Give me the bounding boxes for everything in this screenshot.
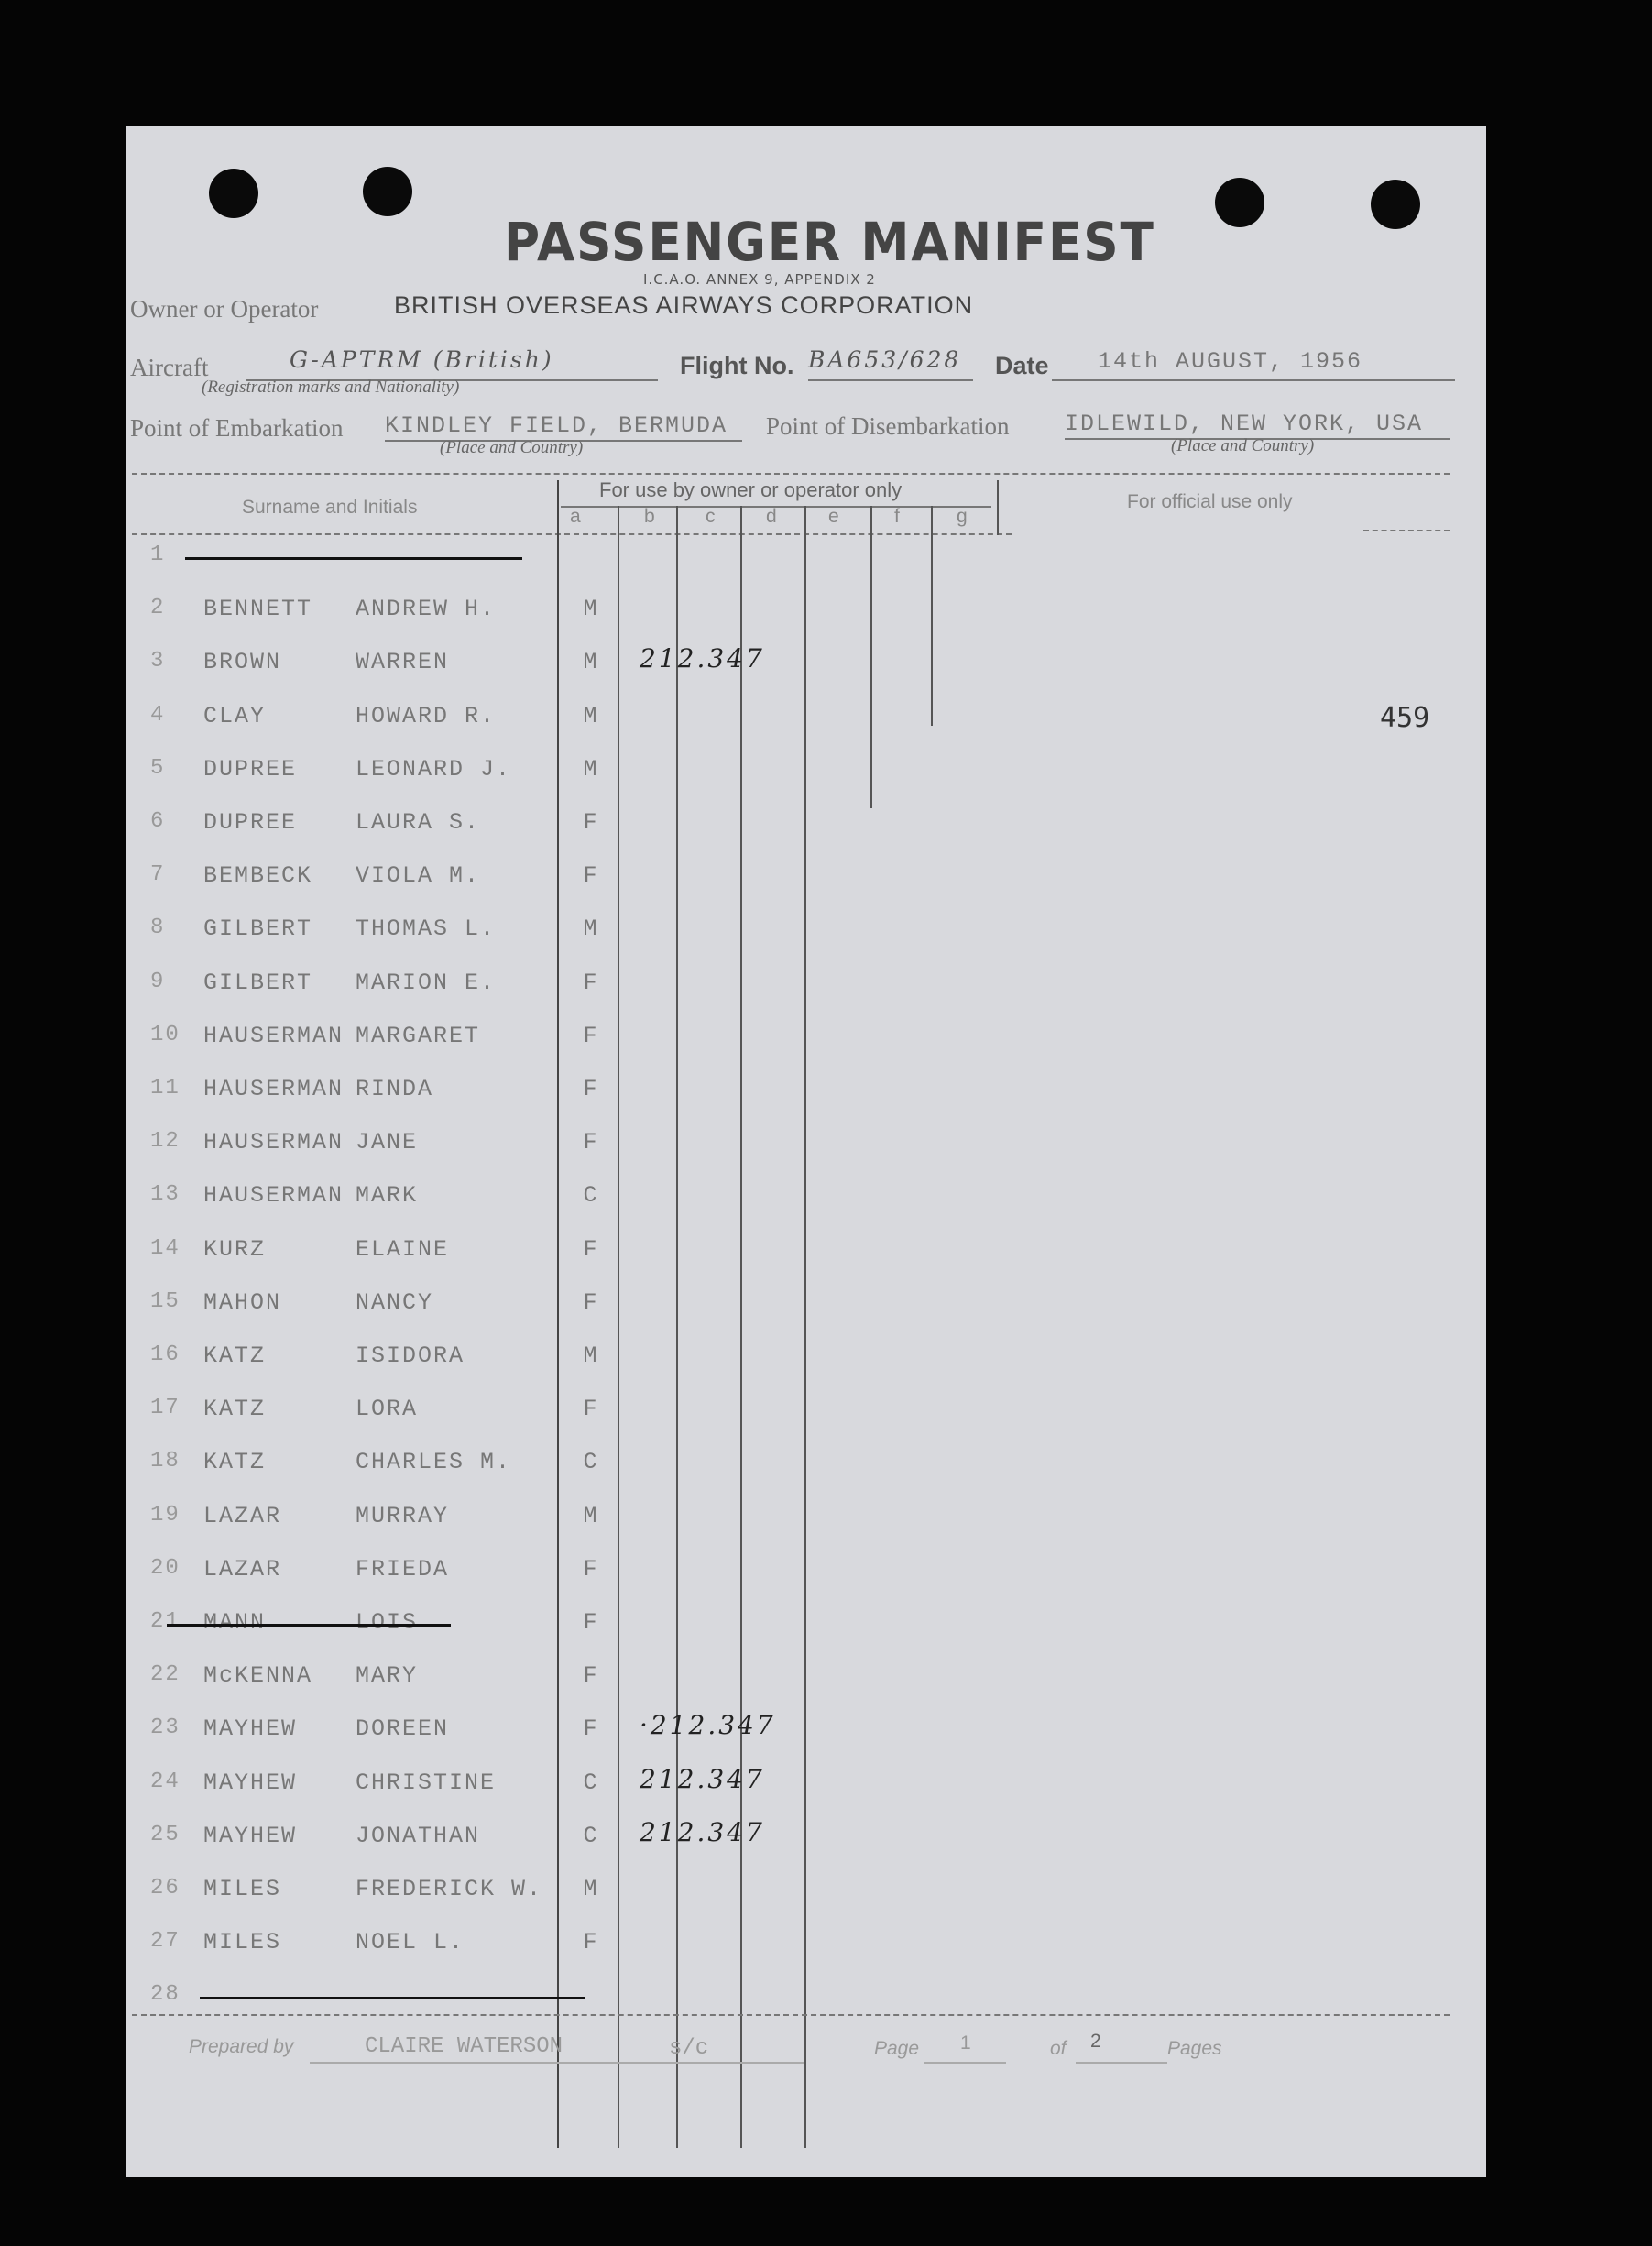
passenger-given-names: MURRAY [356, 1502, 450, 1529]
row-number: 1 [150, 542, 166, 567]
flight-underline [808, 379, 973, 381]
row-number: 10 [150, 1022, 181, 1047]
col-f-header: f [894, 506, 900, 527]
official-header: For official use only [1127, 491, 1293, 512]
passenger-category: F [583, 809, 599, 836]
owner-label: Owner or Operator [130, 295, 319, 323]
passenger-category: M [583, 702, 599, 729]
passenger-given-names: LORA [356, 1396, 419, 1423]
embarkation-label: Point of Embarkation [130, 414, 344, 442]
table-row [126, 970, 1486, 1023]
passenger-category: M [583, 915, 599, 943]
passenger-surname: GILBERT [203, 969, 313, 996]
table-row [126, 1662, 1486, 1715]
passenger-given-names: LEONARD J. [356, 755, 512, 783]
passenger-surname: MAYHEW [203, 1715, 298, 1743]
passenger-category: F [583, 1609, 599, 1636]
table-row [126, 1289, 1486, 1342]
pages-label: Pages [1167, 2038, 1222, 2059]
manifest-sheet [126, 126, 1486, 2177]
passenger-given-names: ISIDORA [356, 1342, 465, 1369]
punch-hole [209, 169, 258, 218]
passenger-surname: HAUSERMAN [203, 1129, 345, 1156]
passenger-given-names: FRIEDA [356, 1555, 450, 1583]
embarkation-caption: (Place and Country) [440, 438, 584, 457]
strike-through-line [167, 1624, 451, 1627]
aircraft-caption: (Registration marks and Nationality) [202, 378, 460, 397]
passenger-category: F [583, 1929, 599, 1956]
table-row [126, 1503, 1486, 1556]
col-divider [997, 480, 999, 535]
of-underline [1076, 2062, 1167, 2064]
handwritten-note: 212.347 [640, 1816, 765, 1847]
row-number: 7 [150, 862, 166, 888]
disembarkation-label: Point of Disembarkation [766, 412, 1010, 440]
of-label: of [1050, 2038, 1067, 2059]
col-e-header: e [828, 506, 839, 527]
row-number: 9 [150, 969, 166, 994]
passenger-category: M [583, 1876, 599, 1902]
passenger-category: M [583, 1502, 599, 1529]
passenger-given-names: WARREN [356, 649, 450, 676]
col-b-header: b [644, 506, 655, 527]
punch-hole [1215, 178, 1264, 227]
table-row [126, 596, 1486, 649]
passenger-surname: KURZ [203, 1235, 267, 1263]
passenger-surname: HAUSERMAN [203, 1076, 345, 1102]
table-row [126, 1023, 1486, 1076]
page-title: PASSENGER MANIFEST [504, 211, 1155, 273]
passenger-category: F [583, 1022, 599, 1049]
row-number: 8 [150, 915, 166, 941]
table-row [126, 1929, 1486, 1982]
handwritten-note: 212.347 [640, 643, 765, 674]
passenger-surname: BEMBECK [203, 862, 313, 890]
table-row [126, 1449, 1486, 1502]
passenger-given-names: MARGARET [356, 1022, 481, 1049]
surname-header: Surname and Initials [242, 497, 418, 518]
col-g-header: g [957, 506, 968, 527]
owner-value: BRITISH OVERSEAS AIRWAYS CORPORATION [394, 291, 974, 319]
passenger-category: F [583, 1129, 599, 1156]
passenger-category: F [583, 1235, 599, 1263]
passenger-given-names: MARK [356, 1182, 419, 1210]
table-row [126, 915, 1486, 969]
prepared-value: CLAIRE WATERSON [365, 2034, 563, 2059]
row-number: 20 [150, 1555, 181, 1581]
passenger-category: M [583, 1342, 599, 1369]
table-row [126, 1609, 1486, 1662]
passenger-category: F [583, 1396, 599, 1423]
table-top-rule [132, 473, 1450, 475]
operator-header: For use by owner or operator only [599, 478, 903, 501]
row-number: 24 [150, 1769, 181, 1794]
passenger-category: M [583, 755, 599, 783]
table-row [126, 1182, 1486, 1235]
row-number: 4 [150, 702, 166, 728]
table-row [126, 1982, 1486, 2035]
flight-label: Flight No. [680, 352, 794, 379]
strike-through-line [185, 557, 522, 560]
prepared-suffix: s/c [669, 2036, 709, 2061]
passenger-surname: KATZ [203, 1449, 267, 1476]
row-number: 17 [150, 1396, 181, 1421]
aircraft-label: Aircraft [130, 354, 209, 381]
passenger-category: F [583, 1288, 599, 1316]
passenger-surname: LAZAR [203, 1502, 282, 1529]
row-number: 12 [150, 1129, 181, 1155]
passenger-surname: DUPREE [203, 809, 298, 836]
passenger-category: M [583, 649, 599, 676]
table-row [126, 1396, 1486, 1449]
passenger-category: C [583, 1769, 599, 1796]
table-row [126, 1342, 1486, 1396]
passenger-surname: DUPREE [203, 755, 298, 783]
passenger-category: F [583, 1662, 599, 1690]
page-subtitle: I.C.A.O. ANNEX 9, APPENDIX 2 [643, 271, 876, 288]
table-row [126, 1076, 1486, 1129]
passenger-category: F [583, 862, 599, 890]
passenger-given-names: FREDERICK W. [356, 1876, 543, 1902]
row-number: 22 [150, 1662, 181, 1688]
page-label: Page [874, 2038, 920, 2059]
passenger-surname: HAUSERMAN [203, 1182, 345, 1210]
table-row [126, 809, 1486, 862]
passenger-category: C [583, 1822, 599, 1849]
passenger-category: C [583, 1182, 599, 1210]
passenger-surname: KATZ [203, 1396, 267, 1423]
passenger-given-names: CHRISTINE [356, 1769, 497, 1796]
row-number: 25 [150, 1822, 181, 1847]
table-row [126, 542, 1486, 596]
passenger-given-names: JONATHAN [356, 1822, 481, 1849]
row-number: 5 [150, 755, 166, 781]
table-row [126, 703, 1486, 756]
passenger-given-names: JANE [356, 1129, 419, 1156]
table-row [126, 756, 1486, 809]
row-number: 14 [150, 1235, 181, 1261]
disembarkation-value: IDLEWILD, NEW YORK, USA [1065, 411, 1424, 437]
passenger-category: F [583, 969, 599, 996]
passenger-given-names: MARY [356, 1662, 419, 1690]
passenger-surname: KATZ [203, 1342, 267, 1369]
table-row [126, 1710, 1486, 1769]
passenger-category: M [583, 596, 599, 623]
row-number: 27 [150, 1929, 181, 1955]
date-label: Date [995, 352, 1049, 379]
col-a-header: a [570, 506, 581, 527]
passenger-category: F [583, 1555, 599, 1583]
col-c-header: c [706, 506, 716, 527]
date-underline [1052, 379, 1455, 381]
handwritten-note: 212.347 [640, 1763, 765, 1794]
row-number: 16 [150, 1342, 181, 1367]
passenger-surname: MILES [203, 1876, 282, 1902]
passenger-given-names: ELAINE [356, 1235, 450, 1263]
row-number: 23 [150, 1715, 181, 1741]
row-number: 21 [150, 1609, 181, 1634]
punch-hole [363, 167, 412, 216]
official-note: 459 [1380, 702, 1430, 734]
passenger-given-names: MARION E. [356, 969, 497, 996]
disembarkation-caption: (Place and Country) [1171, 436, 1315, 455]
passenger-given-names: HOWARD R. [356, 702, 497, 729]
passenger-given-names: DOREEN [356, 1715, 450, 1743]
official-header-rule [1363, 530, 1450, 531]
passenger-given-names: NANCY [356, 1288, 434, 1316]
row-number: 6 [150, 809, 166, 834]
table-bottom-rule [132, 2014, 1450, 2016]
aircraft-value: G-APTRM (British) [290, 346, 554, 373]
table-row [126, 1129, 1486, 1182]
passenger-surname: LAZAR [203, 1555, 282, 1583]
passenger-given-names: LOIS [356, 1609, 419, 1636]
row-number: 13 [150, 1182, 181, 1208]
table-row [126, 862, 1486, 915]
passenger-surname: CLAY [203, 702, 267, 729]
passenger-surname: MAYHEW [203, 1822, 298, 1849]
date-value: 14th AUGUST, 1956 [1098, 348, 1363, 375]
table-row [126, 1816, 1486, 1876]
passenger-given-names: CHARLES M. [356, 1449, 512, 1476]
of-value: 2 [1090, 2031, 1101, 2052]
table-row [126, 1763, 1486, 1823]
passenger-surname: MILES [203, 1929, 282, 1956]
embarkation-value: KINDLEY FIELD, BERMUDA [385, 412, 728, 439]
passenger-given-names: RINDA [356, 1076, 434, 1102]
table-row [126, 1556, 1486, 1609]
passenger-surname: BROWN [203, 649, 282, 676]
passenger-given-names: ANDREW H. [356, 596, 497, 623]
passenger-surname: GILBERT [203, 915, 313, 943]
strike-through-line [200, 1997, 585, 1999]
row-number: 11 [150, 1076, 181, 1101]
table-row [126, 1236, 1486, 1289]
passenger-category: F [583, 1076, 599, 1102]
passenger-surname: McKENNA [203, 1662, 313, 1690]
passenger-surname: HAUSERMAN [203, 1022, 345, 1049]
passenger-surname: MAYHEW [203, 1769, 298, 1796]
passenger-surname: MANN [203, 1609, 267, 1636]
table-row [126, 1876, 1486, 1929]
prepared-underline [310, 2062, 804, 2064]
passenger-category: C [583, 1449, 599, 1476]
flight-value: BA653/628 [808, 346, 962, 373]
row-number: 18 [150, 1449, 181, 1474]
column-header-rule [132, 533, 1012, 535]
row-number: 28 [150, 1982, 181, 2008]
row-number: 26 [150, 1876, 181, 1901]
row-number: 3 [150, 649, 166, 674]
passenger-surname: BENNETT [203, 596, 313, 623]
passenger-given-names: VIOLA M. [356, 862, 481, 890]
passenger-given-names: NOEL L. [356, 1929, 465, 1956]
page-value: 1 [960, 2032, 971, 2054]
page-underline [924, 2062, 1006, 2064]
row-number: 2 [150, 596, 166, 621]
handwritten-note: ·212.347 [640, 1710, 776, 1741]
passenger-given-names: LAURA S. [356, 809, 481, 836]
prepared-label: Prepared by [189, 2036, 294, 2057]
col-d-header: d [766, 506, 777, 527]
punch-hole [1371, 180, 1420, 229]
passenger-given-names: THOMAS L. [356, 915, 497, 943]
passenger-surname: MAHON [203, 1288, 282, 1316]
passenger-category: F [583, 1715, 599, 1743]
row-number: 19 [150, 1502, 181, 1528]
table-row [126, 643, 1486, 702]
row-number: 15 [150, 1288, 181, 1314]
